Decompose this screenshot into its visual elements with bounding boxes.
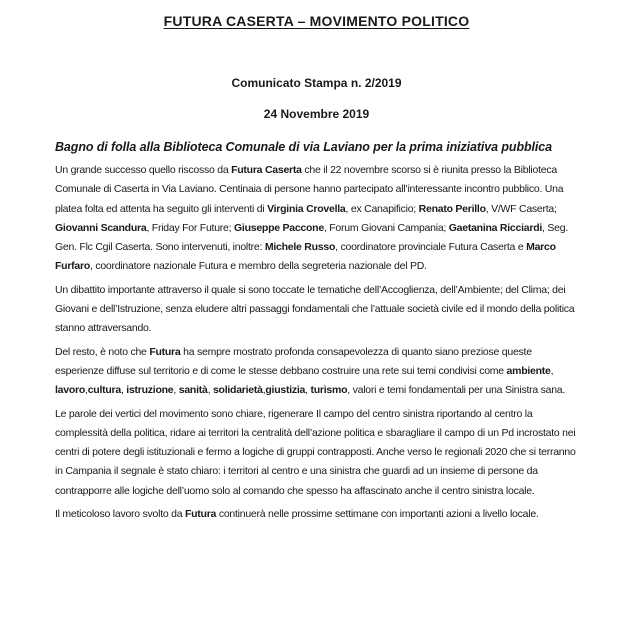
text-segment: , Forum Giovani Campania; (323, 221, 449, 234)
article-body (55, 161, 578, 524)
text-segment: , (120, 384, 127, 397)
press-release-number: Comunicato Stampa n. 2/2019 (231, 76, 402, 90)
bold-text-segment: Futura Caserta (231, 164, 302, 176)
text-segment: , Seg. Gen. Flc Cgil Caserta. Sono intervenuti, inoltre: (55, 221, 568, 254)
text-segment: , Friday For Future; (146, 221, 234, 234)
text-segment: , (262, 384, 266, 397)
text-segment: che il 22 novembre scorso si è riunita presso la Biblioteca Comunale di Caserta in Via Laviano. Centinaia di persone hanno partecipato all’interessante incontro pubblico. Una platea folta ed attenta ha seguito gli interventi di (55, 164, 564, 215)
text-segment: , coordinatore nazionale Futura e membro della segreteria nazionale del PD. (90, 260, 427, 273)
text-segment: Del resto, è noto che (55, 345, 150, 358)
text-segment: , (550, 364, 554, 377)
press-release-date: 24 Novembre 2019 (263, 107, 370, 121)
document-title-text: FUTURA CASERTA – MOVIMENTO POLITICO (163, 13, 470, 29)
text-segment: , (207, 384, 213, 397)
text-segment: Un grande successo quello riscosso da (55, 164, 232, 176)
text-segment: Le parole dei vertici del movimento sono chiare, rigenerare Il campo del centro sinistra riportando al centro la complessità della politica, ridare ai territori la centralità dell’azione politica e sbaragliare il campo di un Pd incrostato nei centri di potere degli istituzionali e fermo a logiche di gruppi contrapposti. Anche verso le regionali 2020 che si terranno in Campania il segnale è stato chiaro: i territori al centro e una sinistra che guardi ad un insieme di persone da contrapporre alle logiche dell’uomo solo al comando che spesso ha affascinato anche il centro sinistra locale. (55, 407, 576, 497)
bold-text-segment: Virginia Crovella (267, 202, 346, 215)
text-segment: , V/WF Caserta; (485, 202, 557, 215)
paragraph-1 (55, 161, 578, 277)
bold-text-segment: Renato Perillo (418, 202, 486, 215)
text-segment: , coordinatore provinciale Futura Caserta e (335, 241, 527, 254)
bold-text-segment: Giuseppe Paccone (233, 221, 324, 234)
bold-text-segment: Futura (149, 345, 181, 358)
bold-text-segment: cultura (87, 384, 121, 397)
bold-text-segment: Futura (184, 508, 217, 521)
bold-text-segment: lavoro (55, 384, 86, 397)
bold-text-segment: ambiente (506, 364, 551, 377)
text-segment: ha sempre mostrato profonda consapevolezza di quanto siano preziose queste esperienze diffuse sul territorio e di come le stesse debbano costruire una rete sui temi condivisi come (55, 345, 532, 377)
bold-text-segment: istruzione (126, 384, 174, 397)
text-segment: , ex Canapificio; (345, 202, 419, 215)
bold-text-segment: Giovanni Scandura (55, 221, 147, 234)
bold-text-segment: giustizia (265, 384, 306, 397)
text-segment: , (85, 384, 88, 397)
bold-text-segment: solidarietà (212, 384, 263, 397)
bold-text-segment: turismo (310, 384, 348, 397)
bold-text-segment: Marco Furfaro (55, 241, 556, 273)
bold-text-segment: sanità (178, 384, 208, 397)
bold-text-segment: Gaetanina Ricciardi (448, 221, 543, 234)
text-segment: , (305, 384, 311, 397)
text-segment: , valori e temi fondamentali per una Sinistra sana. (347, 384, 566, 397)
bold-text-segment: Michele Russo (264, 241, 336, 254)
article-headline: Bagno di folla alla Biblioteca Comunale di via Laviano per la prima iniziativa pubblica (55, 140, 552, 154)
text-segment: , (173, 384, 179, 397)
document-title (55, 12, 578, 30)
text-segment: continuerà nelle prossime settimane con importanti azioni a livello locale. (216, 508, 539, 521)
paragraph-3 (55, 343, 578, 401)
text-segment: Il meticoloso lavoro svolto da (55, 508, 185, 521)
paragraph-5 (55, 505, 578, 524)
paragraph-2 (55, 281, 578, 339)
paragraph-4 (55, 405, 578, 501)
text-segment: Un dibattito importante attraverso il quale si sono toccate le tematiche dell’Accoglienza, dell’Ambiente; del Clima; dei Giovani e dell’Istruzione, senza eludere altri passaggi fondamentali che l’attuale società civile ed il mondo della politica stanno attraversando. (55, 283, 575, 335)
